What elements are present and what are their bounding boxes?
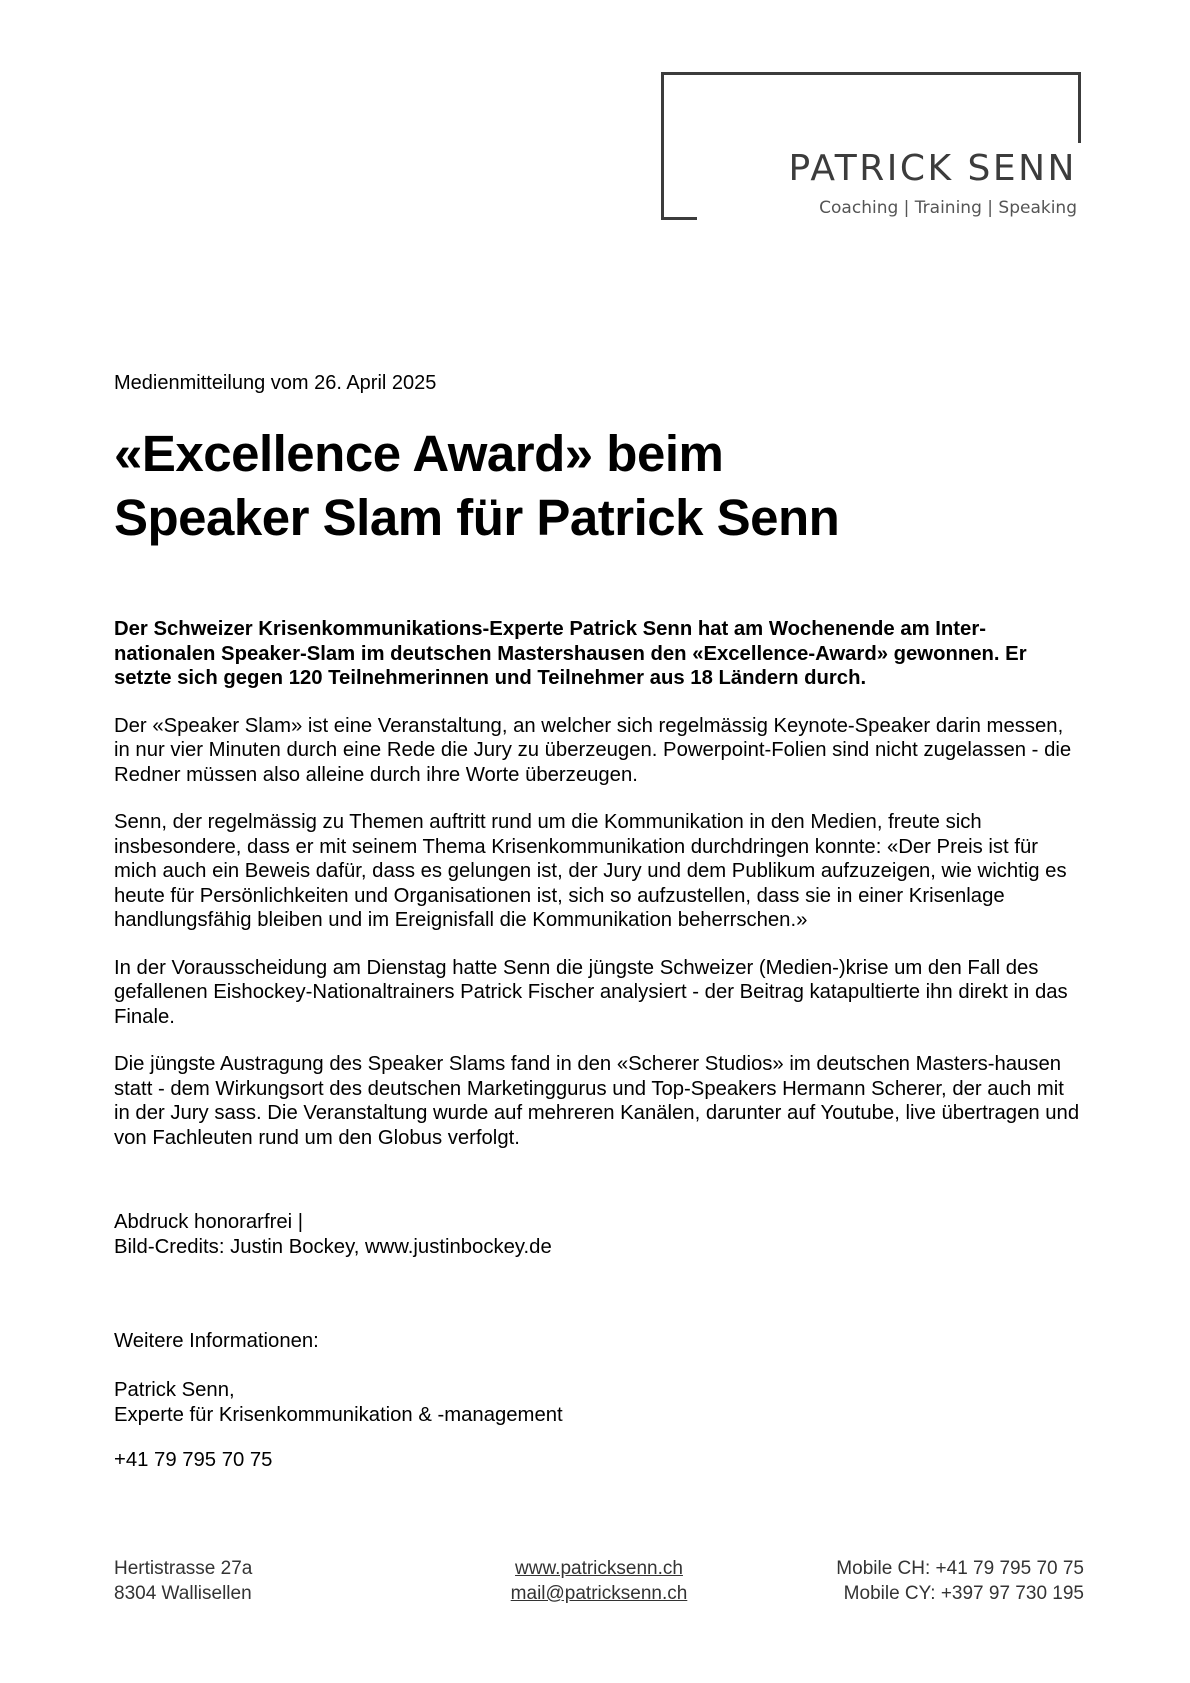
logo-tagline: Coaching | Training | Speaking <box>813 198 1077 218</box>
paragraph-4: Die jüngste Austragung des Speaker Slams fand in den «Scherer Studios» im deutschen Masters-hausen statt - dem Wirkungsort des deutschen Marketinggurus und Top-Speakers Hermann Scherer, der auch mit in der Jury sass. Die Veranstaltung wurde auf mehreren Kanälen, darunter auf Youtube, live übertragen und von Fachleuten rund um den Globus verfolgt. <box>114 1053 1080 1149</box>
credits <box>114 1210 552 1260</box>
dateline: Medienmitteilung vom 26. April 2025 <box>114 372 437 394</box>
paragraph-3: In der Vorausscheidung am Dienstag hatte Senn die jüngste Schweizer (Medien-)krise um den Fall des gefallenen Eishockey-Nationaltrainers Patrick Fischer analysiert - der Beitrag katapultierte ihn direkt in das Finale. <box>114 956 1068 1028</box>
contact-role: Experte für Krisenkommunikation & -management <box>114 1404 563 1426</box>
footer <box>114 1556 1084 1612</box>
credits-line-2: Bild-Credits: Justin Bockey, www.justinbockey.de <box>114 1236 552 1258</box>
contact-block <box>114 1378 563 1428</box>
paragraph-1: Der «Speaker Slam» ist eine Veranstaltung, an welcher sich regelmässig Keynote-Speaker darin messen, in nur vier Minuten durch eine Rede die Jury zu überzeugen. Powerpoint-Folien sind nicht zugelassen - die Redner müssen also alleine durch ihre Worte überzeugen. <box>114 714 1072 786</box>
logo <box>661 72 1081 220</box>
footer-city: 8304 Wallisellen <box>114 1583 252 1604</box>
website-link[interactable]: www.patricksenn.ch <box>515 1558 683 1579</box>
contact-name: Patrick Senn, <box>114 1379 235 1401</box>
more-info-label: Weitere Informationen: <box>114 1330 319 1352</box>
headline <box>114 422 1074 550</box>
lead-paragraph: Der Schweizer Krisenkommunikations-Experte Patrick Senn hat am Wochenende am Inter-nationalen Speaker-Slam im deutschen Mastershausen den «Excellence-Award» gewonnen. Er setzte sich gegen 120 Teilnehmerinnen und Teilnehmer aus 18 Ländern durch. <box>114 618 1027 689</box>
headline-line-1: «Excellence Award» beim <box>114 425 724 482</box>
headline-line-2: Speaker Slam für Patrick Senn <box>114 489 840 546</box>
mobile-cy: Mobile CY: +397 97 730 195 <box>843 1583 1084 1604</box>
logo-name: PATRICK SENN <box>788 148 1077 189</box>
paragraph-2: Senn, der regelmässig zu Themen auftritt rund um die Kommunikation in den Medien, freute sich insbesondere, dass er mit seinem Thema Krisenkommunikation durchdringen konnte: «Der Preis ist für mich auch ein Beweis dafür, dass es gelungen ist, der Jury und dem Publikum aufzuzeigen, wie wichtig es heute für Persönlichkeiten und Organisationen ist, sich so aufzustellen, dass sie in einer Krisenlage handlungsfähig bleiben und im Ereignisfall die Kommunikation beherrschen.» <box>114 811 1067 931</box>
contact-phone: +41 79 795 70 75 <box>114 1449 273 1471</box>
article-body <box>114 617 1084 1173</box>
email-link[interactable]: mail@patricksenn.ch <box>510 1583 688 1604</box>
footer-phones <box>836 1556 1084 1606</box>
credits-line-1: Abdruck honorarfrei | <box>114 1211 304 1233</box>
footer-street: Hertistrasse 27a <box>114 1558 253 1579</box>
mobile-ch: Mobile CH: +41 79 795 70 75 <box>836 1558 1084 1579</box>
